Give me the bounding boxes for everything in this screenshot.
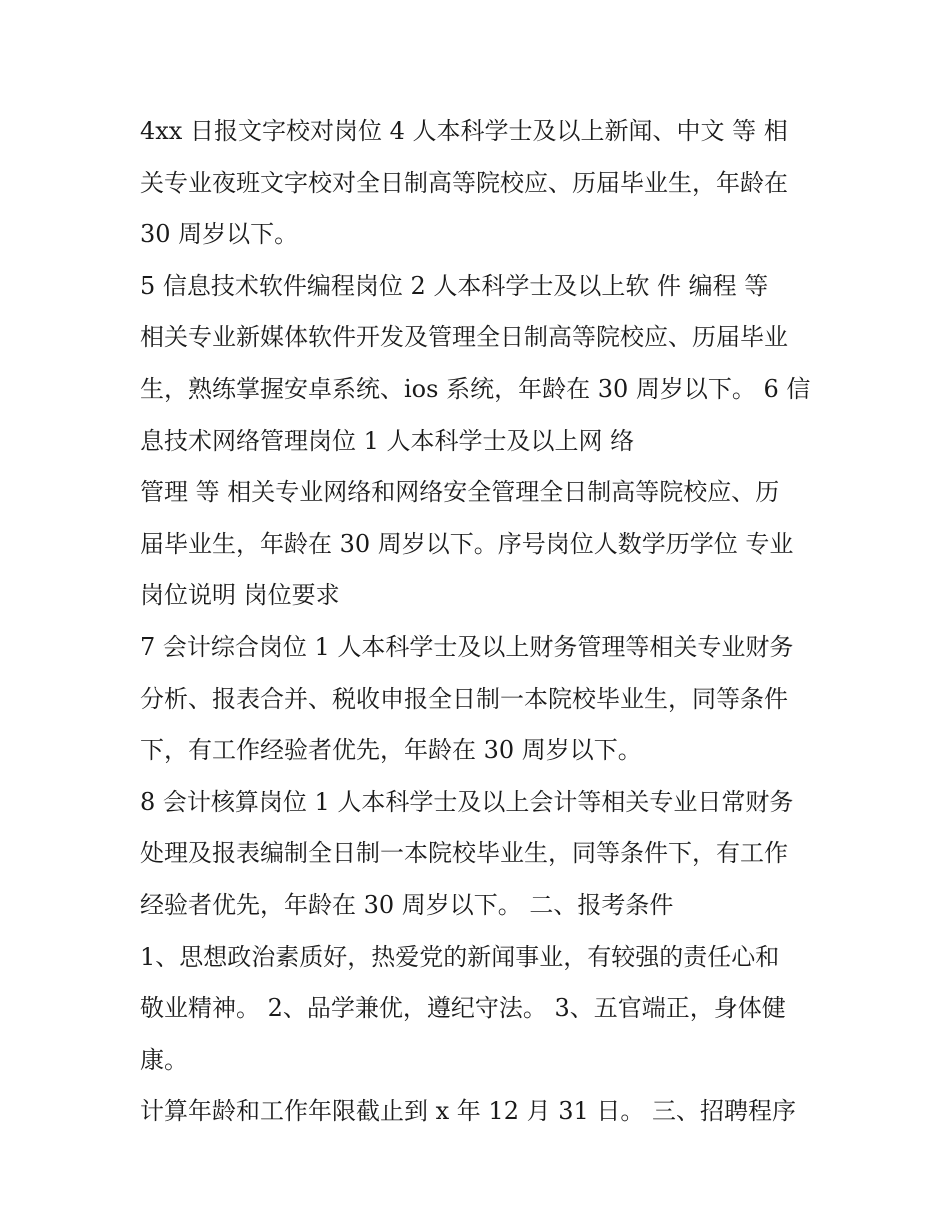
text-line: 息技术网络管理岗位 1 人本科学士及以上网 络 — [140, 426, 635, 455]
text-line: 相关专业新媒体软件开发及管理全日制高等院校应、历届毕业 — [140, 323, 788, 352]
text-line: 关专业夜班文字校对全日制高等院校应、历届毕业生，年龄在 — [140, 168, 788, 197]
text-line: 5 信息技术软件编程岗位 2 人本科学士及以上软 件 编程 等 — [140, 271, 769, 300]
text-line: 4xx 日报文字校对岗位 4 人本科学士及以上新闻、中文 等 相 — [140, 117, 788, 145]
body-text — [140, 106, 840, 1138]
text-line: 30 周岁以下。 — [140, 220, 299, 249]
text-line: 处理及报表编制全日制一本院校毕业生，同等条件下，有工作 — [140, 839, 788, 868]
text-line: 康。 — [140, 1045, 188, 1074]
text-line: 分析、报表合并、税收申报全日制一本院校毕业生，同等条件 — [140, 684, 788, 713]
text-line: 岗位说明 岗位要求 — [140, 581, 340, 610]
text-line: 经验者优先，年龄在 30 周岁以下。 二、报考条件 — [140, 890, 674, 919]
text-line: 7 会计综合岗位 1 人本科学士及以上财务管理等相关专业财务 — [140, 632, 794, 661]
text-line: 8 会计核算岗位 1 人本科学士及以上会计等相关专业日常财务 — [140, 787, 794, 816]
text-line: 计算年龄和工作年限截止到 x 年 12 月 31 日。 三、招聘程序 — [140, 1097, 797, 1126]
text-line: 届毕业生，年龄在 30 周岁以下。序号岗位人数学历学位 专业 — [140, 529, 794, 558]
text-line: 下，有工作经验者优先，年龄在 30 周岁以下。 — [140, 736, 642, 765]
text-line: 1、思想政治素质好，热爱党的新闻事业，有较强的责任心和 — [140, 942, 780, 971]
text-line: 生，熟练掌握安卓系统、ios 系统，年龄在 30 周岁以下。 6 信 — [140, 374, 811, 403]
text-line: 敬业精神。 2、品学兼优，遵纪守法。 3、五官端正，身体健 — [140, 994, 786, 1023]
text-line: 管理 等 相关专业网络和网络安全管理全日制高等院校应、历 — [140, 478, 780, 507]
